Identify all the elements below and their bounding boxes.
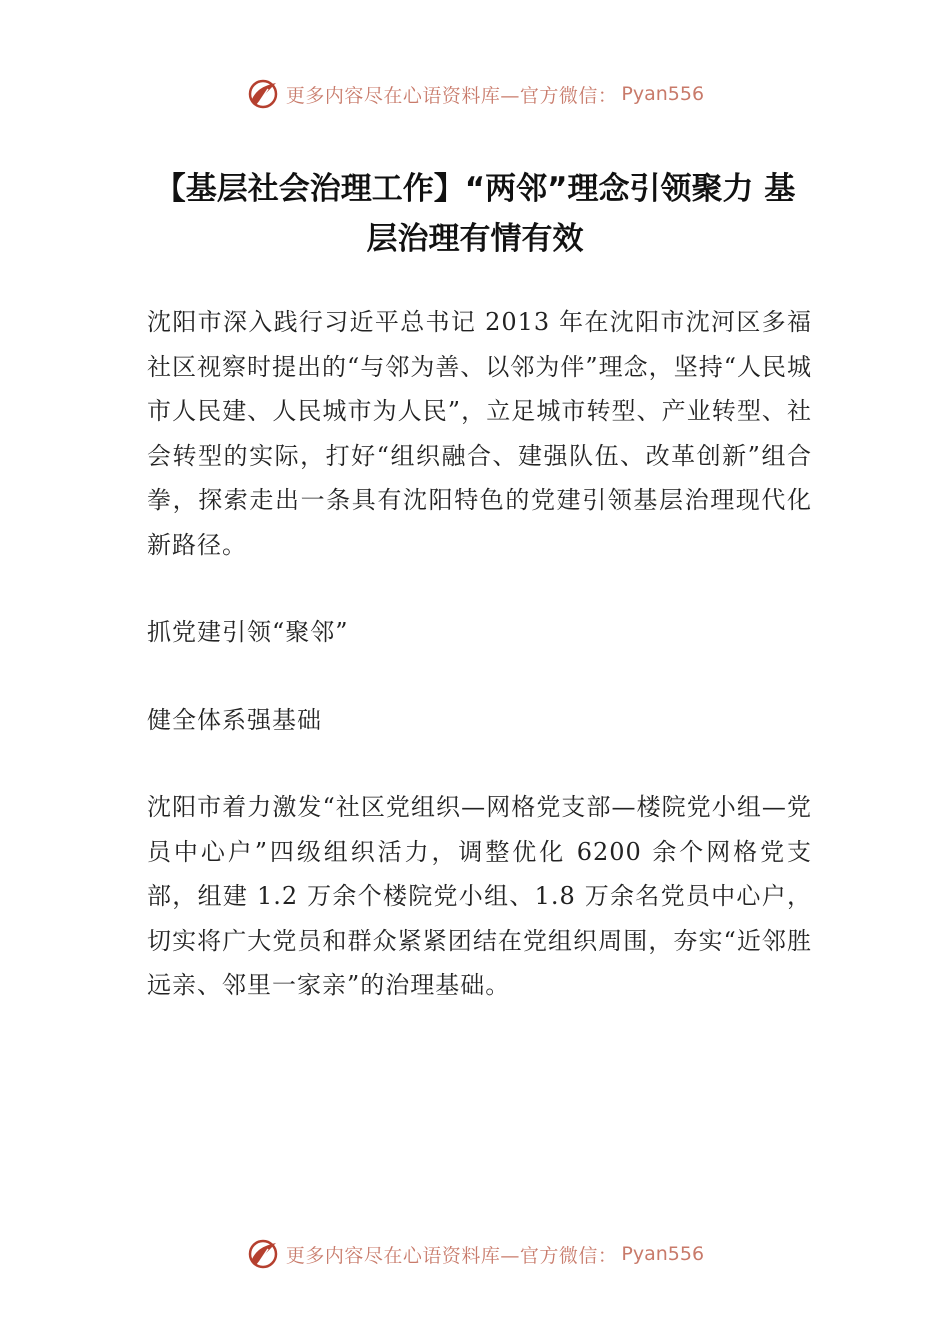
watermark-wechat-id: Pyan556 <box>621 83 705 105</box>
header-watermark <box>0 74 950 114</box>
red-seal-logo-icon <box>246 77 280 111</box>
section-heading: 抓党建引领“聚邻” <box>147 618 349 646</box>
intro-paragraph: 沈阳市深入践行习近平总书记 2013 年在沈阳市沈河区多福社区视察时提出的“与邻为善、以邻为伴”理念，坚持“人民城市人民建、人民城市为人民”，立足城市转型、产业转型、社会转型的实际，打好“组织融合、建强队伍、改革创新”组合拳，探索走出一条具有沈阳特色的党建引领基层治理现代化新路径。 <box>147 308 812 559</box>
footer-watermark <box>0 1234 950 1274</box>
watermark-text: 更多内容尽在心语资料库—官方微信： <box>285 84 618 107</box>
document-title: 【基层社会治理工作】“两邻”理念引领聚力 基层治理有情有效 <box>154 171 796 257</box>
watermark-wechat-id: Pyan556 <box>621 1243 705 1265</box>
document-body <box>147 300 812 1051</box>
body-paragraph: 沈阳市着力激发“社区党组织—网格党支部—楼院党小组—党员中心户”四级组织活力，调整优化 6200 余个网格党支部，组建 1.2 万余个楼院党小组、1.8 万余名党员中心户，切实将广大党员和群众紧紧团结在党组织周围，夯实“近邻胜远亲、邻里一家亲”的治理基础。 <box>147 793 812 999</box>
red-seal-logo-icon <box>246 1237 280 1271</box>
subsection-heading: 健全体系强基础 <box>147 705 322 734</box>
watermark-text: 更多内容尽在心语资料库—官方微信： <box>285 1244 618 1267</box>
